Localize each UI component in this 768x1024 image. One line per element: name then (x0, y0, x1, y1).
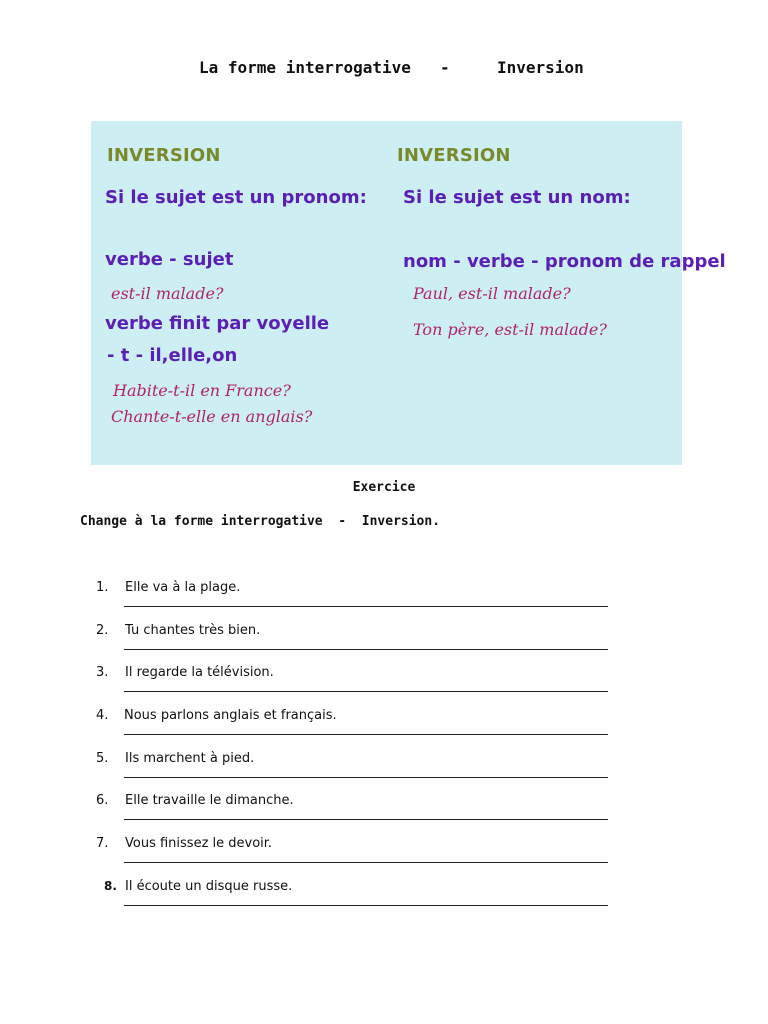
list-item (96, 708, 616, 748)
item-number: 3. (96, 665, 109, 680)
list-item (96, 665, 616, 705)
item-sentence: Nous parlons anglais et français. (124, 708, 337, 723)
right-subheading: Si le sujet est un nom: (403, 187, 631, 208)
item-sentence: Ils marchent à pied. (125, 751, 255, 766)
item-number: 4. (96, 708, 109, 723)
item-sentence: Il regarde la télévision. (125, 665, 274, 680)
item-number: 6. (96, 793, 109, 808)
title-text: La forme interrogative (199, 58, 411, 77)
answer-line[interactable] (124, 606, 608, 607)
answer-line[interactable] (124, 734, 608, 735)
right-example-1: Paul, est-il malade? (413, 284, 571, 303)
answer-line[interactable] (124, 905, 608, 906)
item-number: 1. (96, 580, 109, 595)
item-number: 5. (96, 751, 109, 766)
list-item (96, 580, 616, 620)
answer-line[interactable] (124, 862, 608, 863)
left-example-3: Chante-t-elle en anglais? (111, 407, 313, 426)
answer-line[interactable] (124, 777, 608, 778)
item-sentence: Elle va à la plage. (125, 580, 241, 595)
left-example-2: Habite-t-il en France? (113, 381, 291, 400)
item-sentence: Tu chantes très bien. (125, 623, 261, 638)
left-example-1: est-il malade? (111, 284, 224, 303)
item-sentence: Il écoute un disque russe. (125, 879, 293, 894)
list-item (96, 836, 616, 876)
left-subheading: Si le sujet est un pronom: (105, 187, 367, 208)
list-item (96, 879, 616, 919)
right-heading: INVERSION (397, 145, 511, 166)
list-item (96, 793, 616, 833)
item-number: 7. (96, 836, 109, 851)
item-number: 8. (104, 879, 117, 893)
answer-line[interactable] (124, 819, 608, 820)
right-rule-noun: nom - verbe - pronom de rappel (403, 251, 726, 272)
item-sentence: Elle travaille le dimanche. (125, 793, 294, 808)
answer-line[interactable] (124, 649, 608, 650)
right-example-2: Ton père, est-il malade? (413, 320, 607, 339)
exercise-instruction: Change à la forme interrogative - Inversion. (80, 514, 441, 529)
left-rule-verb-subject: verbe - sujet (105, 249, 234, 270)
exercise-title: Exercice (352, 480, 416, 495)
list-item (96, 751, 616, 791)
left-heading: INVERSION (107, 145, 221, 166)
list-item (96, 623, 616, 663)
left-rule-vowel: verbe finit par voyelle (105, 313, 330, 334)
title-dash: - (440, 58, 450, 77)
item-number: 2. (96, 623, 109, 638)
left-rule-t: - t - il,elle,on (107, 345, 238, 366)
item-sentence: Vous finissez le devoir. (125, 836, 273, 851)
title-topic: Inversion (497, 58, 584, 77)
answer-line[interactable] (124, 691, 608, 692)
